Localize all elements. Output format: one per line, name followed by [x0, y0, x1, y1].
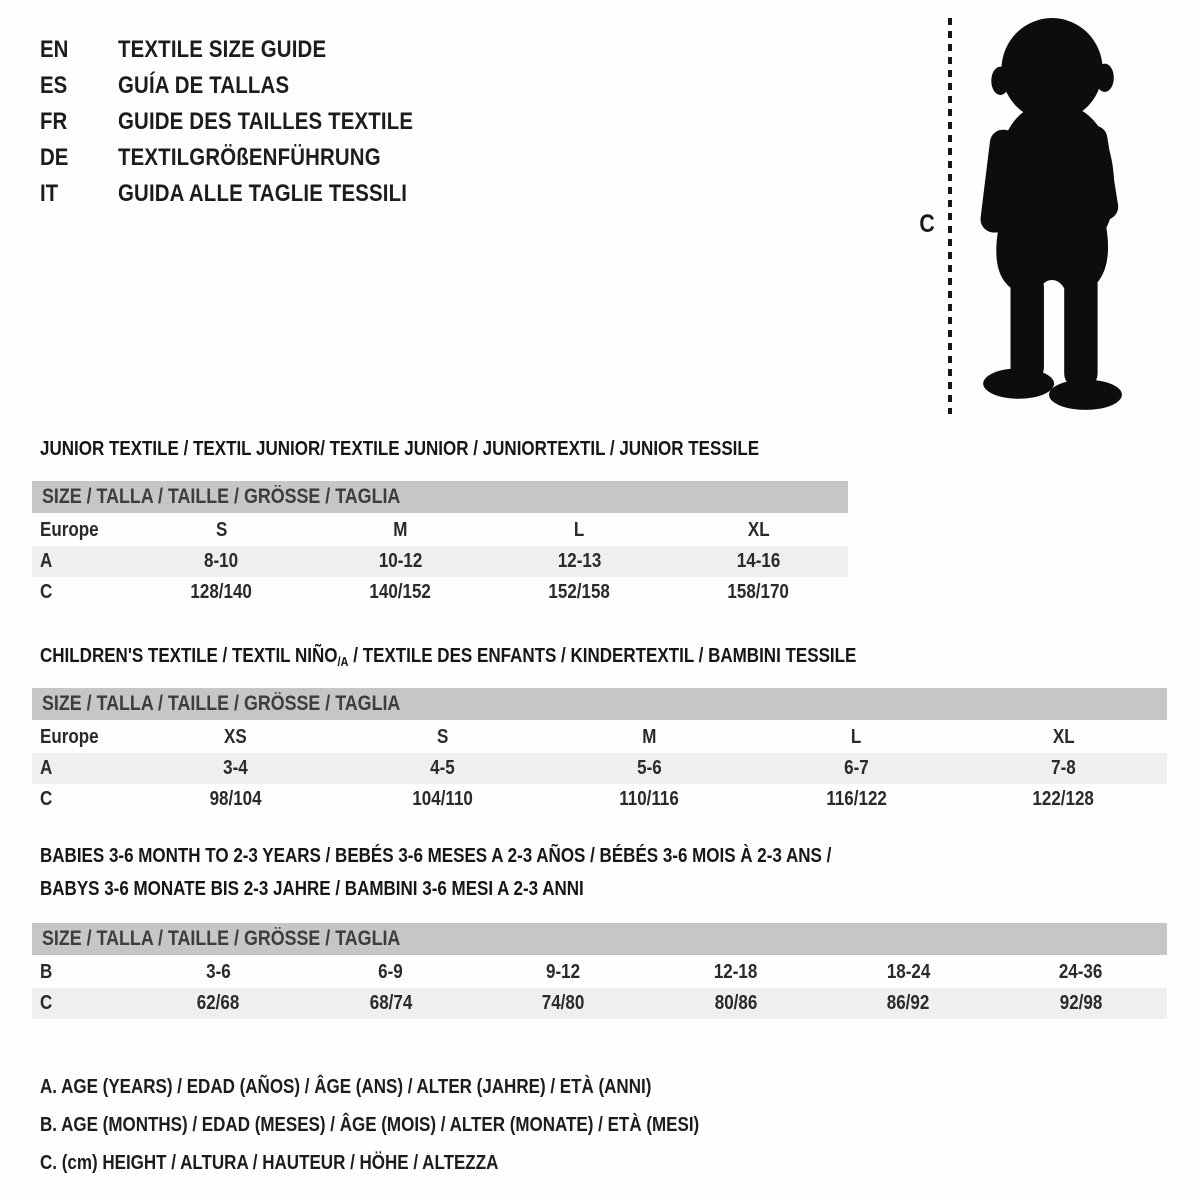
months-value: 6-9: [378, 961, 404, 983]
babies-row-height: [32, 988, 1167, 1019]
height-value: 140/152: [369, 581, 432, 603]
size-value: XL: [747, 519, 770, 541]
height-value: 116/122: [826, 788, 887, 810]
size-value: L: [851, 726, 862, 748]
height-measure-label: C: [919, 210, 935, 238]
age-value: 3-4: [223, 757, 248, 779]
legend-line-b: B. AGE (MONTHS) / EDAD (MESES) / ÂGE (MOIS) / ALTER (MONATE) / ETÀ (MESI): [40, 1113, 700, 1136]
junior-size-table: [32, 481, 848, 608]
age-value: 14-16: [736, 550, 781, 572]
size-header-label: SIZE / TALLA / TAILLE / GRÖSSE / TAGLIA: [42, 485, 401, 508]
height-value: 62/68: [196, 992, 240, 1014]
junior-row-age: [32, 546, 848, 577]
legend-line-c: C. (cm) HEIGHT / ALTURA / HAUTEUR / HÖHE / ALTEZZA: [40, 1151, 499, 1174]
age-value: 5-6: [637, 757, 662, 779]
language-code-it: IT: [40, 180, 59, 207]
language-code-fr: FR: [40, 108, 68, 135]
age-value: 12-13: [557, 550, 602, 572]
page-title-de: TEXTILGRÖßENFÜHRUNG: [118, 144, 381, 171]
age-value: 8-10: [204, 550, 239, 572]
babies-section-title-line2: BABYS 3-6 MONATE BIS 2-3 JAHRE / BAMBINI 3-6 MESI A 2-3 ANNI: [40, 878, 584, 900]
page-title-es: GUÍA DE TALLAS: [118, 72, 290, 99]
height-value: 104/110: [412, 788, 473, 810]
months-value: 24-36: [1059, 961, 1103, 983]
junior-section-title: JUNIOR TEXTILE / TEXTIL JUNIOR/ TEXTILE JUNIOR / JUNIORTEXTIL / JUNIOR TESSILE: [40, 438, 760, 460]
junior-row-europe: [32, 515, 848, 546]
row-label: Europe: [40, 519, 99, 541]
children-size-table-header: [32, 688, 1167, 720]
height-value: 110/116: [619, 788, 680, 810]
language-row-es: [40, 68, 465, 104]
children-section-title: [40, 645, 1000, 669]
size-value: L: [574, 519, 585, 541]
age-value: 7-8: [1051, 757, 1076, 779]
size-value: XL: [1052, 726, 1075, 748]
size-value: M: [642, 726, 657, 748]
size-value: M: [393, 519, 408, 541]
junior-row-height: [32, 577, 848, 608]
children-title-post: / TEXTILE DES ENFANTS / KINDERTEXTIL / BAMBINI TESSILE: [348, 645, 857, 667]
babies-size-table: [32, 923, 1167, 1019]
children-row-height: [32, 784, 1167, 815]
legend-line-a: A. AGE (YEARS) / EDAD (AÑOS) / ÂGE (ANS) / ALTER (JAHRE) / ETÀ (ANNI): [40, 1075, 652, 1098]
children-size-table: [32, 688, 1167, 815]
age-value: 4-5: [430, 757, 455, 779]
height-value: 68/74: [369, 992, 413, 1014]
age-value: 10-12: [378, 550, 423, 572]
language-code-es: ES: [40, 72, 68, 99]
row-label: B: [40, 961, 53, 983]
language-title-list: [40, 32, 465, 212]
height-value: 152/158: [548, 581, 611, 603]
months-value: 12-18: [714, 961, 758, 983]
children-title-pre: CHILDREN'S TEXTILE / TEXTIL NIÑO: [40, 645, 338, 667]
height-value: 158/170: [727, 581, 790, 603]
height-value: 98/104: [209, 788, 262, 810]
language-code-en: EN: [40, 36, 69, 63]
height-value: 128/140: [190, 581, 253, 603]
size-value: XS: [224, 726, 247, 748]
row-label: C: [40, 992, 53, 1014]
children-row-age: [32, 753, 1167, 784]
babies-section-title-line1: BABIES 3-6 MONTH TO 2-3 YEARS / BEBÉS 3-6 MESES A 2-3 AÑOS / BÉBÉS 3-6 MOIS À 2-3 ANS /: [40, 845, 832, 867]
babies-size-table-header: [32, 923, 1167, 955]
language-row-it: [40, 176, 465, 212]
height-measure-dashed-line: [948, 18, 952, 414]
page-title-en: TEXTILE SIZE GUIDE: [118, 36, 327, 63]
months-value: 9-12: [546, 961, 581, 983]
height-value: 80/86: [714, 992, 758, 1014]
row-label: A: [40, 757, 53, 779]
language-row-fr: [40, 104, 465, 140]
junior-size-table-header: [32, 481, 848, 513]
children-title-sub: /A: [337, 654, 349, 669]
toddler-silhouette-icon: [962, 16, 1136, 416]
height-value: 122/128: [1032, 788, 1095, 810]
size-value: S: [436, 726, 449, 748]
size-header-label: SIZE / TALLA / TAILLE / GRÖSSE / TAGLIA: [42, 692, 401, 715]
children-row-europe: [32, 722, 1167, 753]
page-title-it: GUIDA ALLE TAGLIE TESSILI: [118, 180, 408, 207]
size-header-label: SIZE / TALLA / TAILLE / GRÖSSE / TAGLIA: [42, 927, 401, 950]
height-value: 86/92: [886, 992, 930, 1014]
row-label: C: [40, 788, 53, 810]
legend: [40, 1068, 816, 1182]
months-value: 18-24: [886, 961, 930, 983]
language-row-en: [40, 32, 465, 68]
height-value: 74/80: [541, 992, 585, 1014]
row-label: C: [40, 581, 53, 603]
size-value: S: [215, 519, 228, 541]
age-value: 6-7: [844, 757, 869, 779]
height-value: 92/98: [1059, 992, 1103, 1014]
language-row-de: [40, 140, 465, 176]
row-label: A: [40, 550, 53, 572]
row-label: Europe: [40, 726, 99, 748]
page-title-fr: GUIDE DES TAILLES TEXTILE: [118, 108, 414, 135]
months-value: 3-6: [205, 961, 231, 983]
language-code-de: DE: [40, 144, 69, 171]
babies-row-months: [32, 957, 1167, 988]
